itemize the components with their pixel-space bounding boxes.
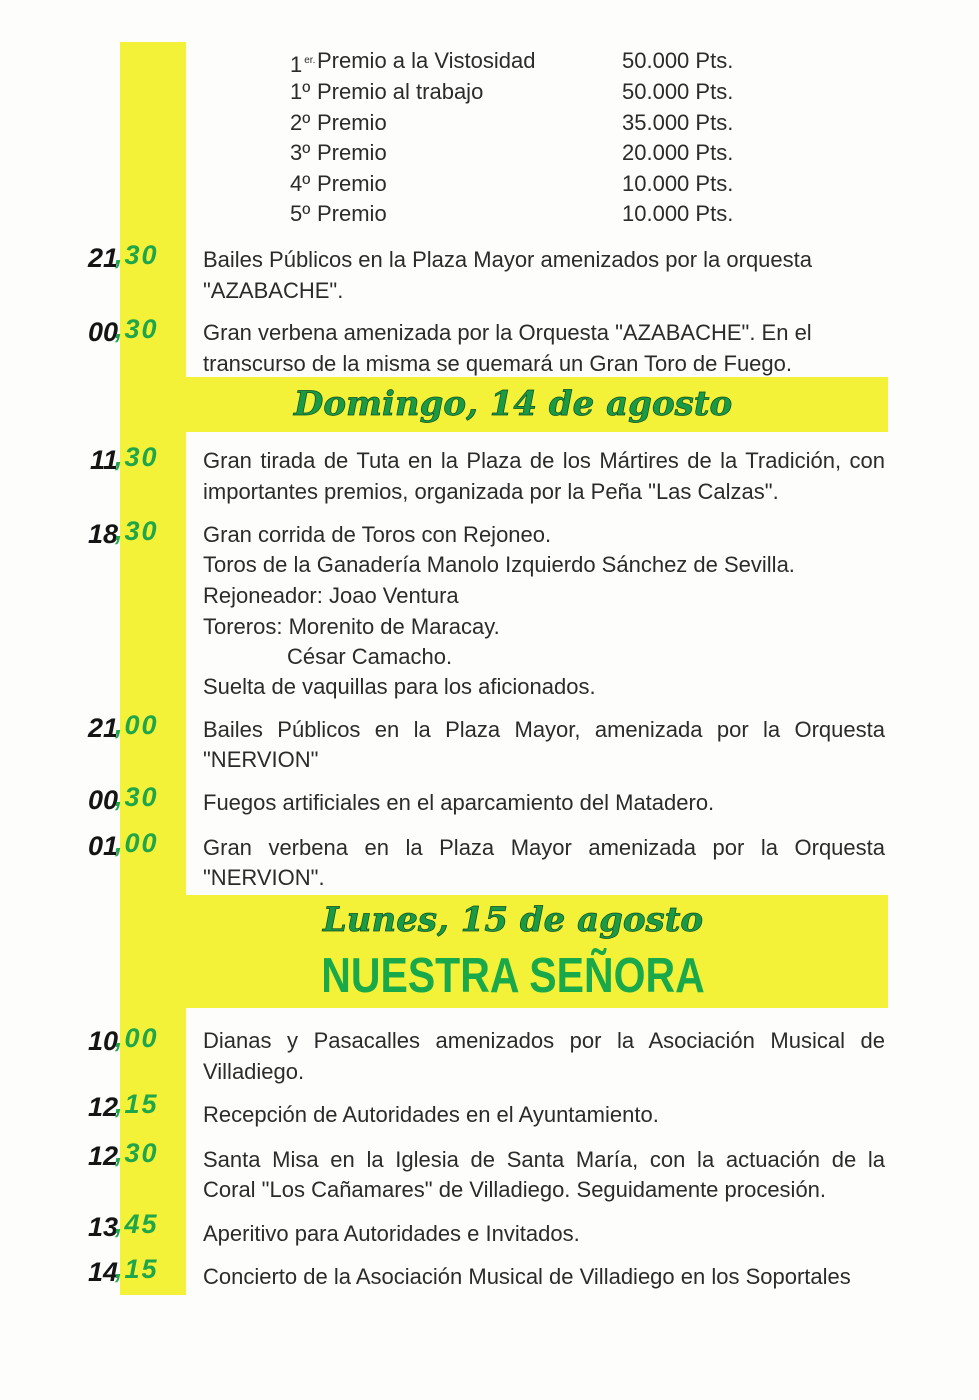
monday-heading: Lunes, 15 de agosto xyxy=(322,900,704,940)
event-time xyxy=(0,1255,180,1289)
event-hour: 00 xyxy=(87,785,118,815)
event-time xyxy=(0,517,180,551)
event-line: Concierto de la Asociación Musical de Villadiego en los Soportales xyxy=(203,1264,851,1289)
monday-subheading xyxy=(186,947,840,1003)
event-minutes: ,30 xyxy=(115,516,159,546)
event-line: Villadiego. xyxy=(203,1059,305,1084)
prize-rank: 3º xyxy=(290,140,311,165)
event-line: Toros de la Ganadería Manolo Izquierdo Sánchez de Sevilla. xyxy=(203,552,795,577)
event-line: Rejoneador: Joao Ventura xyxy=(203,583,459,608)
event-hour: 13 xyxy=(87,1212,118,1242)
event-line: "AZABACHE". xyxy=(203,278,344,303)
event-line: Coral "Los Cañamares" de Villadiego. Seguidamente procesión. xyxy=(203,1177,827,1202)
event-minutes: ,30 xyxy=(115,1138,159,1168)
prize-rank-number: 1 xyxy=(290,52,303,77)
event-time xyxy=(0,1024,180,1058)
event-line: Fuegos artificiales en el aparcamiento del Matadero. xyxy=(203,790,715,815)
prize-amount: 10.000 Pts. xyxy=(622,171,734,196)
event-minutes: ,00 xyxy=(115,1023,159,1053)
event-line: Bailes Públicos en la Plaza Mayor amenizados por la orquesta xyxy=(203,247,812,272)
prize-amount: 20.000 Pts. xyxy=(622,140,734,165)
event-minutes: ,30 xyxy=(115,314,159,344)
prize-label: Premio xyxy=(317,140,387,165)
event-minutes: ,15 xyxy=(115,1089,159,1119)
sunday-heading: Domingo, 14 de agosto xyxy=(293,384,733,424)
event-hour: 14 xyxy=(87,1257,118,1287)
prize-rank-suffix: er. xyxy=(304,55,316,66)
event-line: "NERVION" xyxy=(203,747,319,772)
event-hour: 11 xyxy=(89,445,118,475)
prize-row xyxy=(0,199,979,229)
monday-subheading-text: NUESTRA SEÑORA xyxy=(321,947,705,1003)
prize-amount: 35.000 Pts. xyxy=(622,110,734,135)
prize-rank: 1º xyxy=(290,79,311,104)
event-minutes: ,30 xyxy=(115,782,159,812)
event-hour: 21 xyxy=(87,243,118,273)
event-line: Aperitivo para Autoridades e Invitados. xyxy=(203,1221,580,1246)
event-time xyxy=(0,1210,180,1244)
prize-rank: 5º xyxy=(290,201,311,226)
event-minutes: ,30 xyxy=(115,240,159,270)
prize-row xyxy=(0,46,979,76)
event-hour: 12 xyxy=(87,1092,118,1122)
event-line: importantes premios, organizada por la Peña "Las Calzas". xyxy=(203,479,779,504)
prize-row xyxy=(0,108,979,138)
prize-label: Premio al trabajo xyxy=(317,79,484,104)
event-time xyxy=(0,241,180,275)
prize-rank: 2º xyxy=(290,110,311,135)
prize-label: Premio a la Vistosidad xyxy=(317,48,536,73)
prize-rank: 4º xyxy=(290,171,311,196)
prize-label: Premio xyxy=(317,110,387,135)
prize-label: Premio xyxy=(317,201,387,226)
prize-row xyxy=(0,169,979,199)
event-line: Toreros: Morenito de Maracay. xyxy=(203,614,500,639)
event-time xyxy=(0,829,180,863)
event-line: Gran verbena en la Plaza Mayor amenizada por la Orquesta xyxy=(203,835,885,860)
event-hour: 01 xyxy=(87,831,118,861)
event-line: transcurso de la misma se quemará un Gran Toro de Fuego. xyxy=(203,351,793,376)
event-hour: 18 xyxy=(87,519,118,549)
prize-rank xyxy=(290,46,315,80)
event-time xyxy=(0,1139,180,1173)
event-line: Bailes Públicos en la Plaza Mayor, amenizada por la Orquesta xyxy=(203,717,885,742)
event-hour: 10 xyxy=(87,1026,118,1056)
event-line: Gran corrida de Toros con Rejoneo. xyxy=(203,522,552,547)
prize-row xyxy=(0,77,979,107)
event-minutes: ,00 xyxy=(115,710,159,740)
prize-amount: 50.000 Pts. xyxy=(622,48,734,73)
event-line: Santa Misa en la Iglesia de Santa María, con la actuación de la xyxy=(203,1147,885,1172)
event-minutes: ,00 xyxy=(115,828,159,858)
event-line: Suelta de vaquillas para los aficionados. xyxy=(203,674,596,699)
event-hour: 21 xyxy=(87,713,118,743)
event-line: Recepción de Autoridades en el Ayuntamiento. xyxy=(203,1102,659,1127)
event-time xyxy=(0,443,180,477)
event-minutes: ,30 xyxy=(115,442,159,472)
event-line: Dianas y Pasacalles amenizados por la Asociación Musical de xyxy=(203,1028,885,1053)
prize-row xyxy=(0,138,979,168)
event-hour: 00 xyxy=(87,317,118,347)
event-line: César Camacho. xyxy=(287,644,453,669)
event-minutes: ,45 xyxy=(115,1209,159,1239)
event-time xyxy=(0,711,180,745)
prize-label: Premio xyxy=(317,171,387,196)
prize-amount: 50.000 Pts. xyxy=(622,79,734,104)
event-line: "NERVION". xyxy=(203,865,325,890)
event-time xyxy=(0,315,180,349)
event-time xyxy=(0,783,180,817)
event-hour: 12 xyxy=(87,1141,118,1171)
prize-amount: 10.000 Pts. xyxy=(622,201,734,226)
event-line: Gran verbena amenizada por la Orquesta "AZABACHE". En el xyxy=(203,320,812,345)
event-minutes: ,15 xyxy=(115,1254,159,1284)
event-time xyxy=(0,1090,180,1124)
event-line: Gran tirada de Tuta en la Plaza de los Mártires de la Tradición, con xyxy=(203,448,885,473)
